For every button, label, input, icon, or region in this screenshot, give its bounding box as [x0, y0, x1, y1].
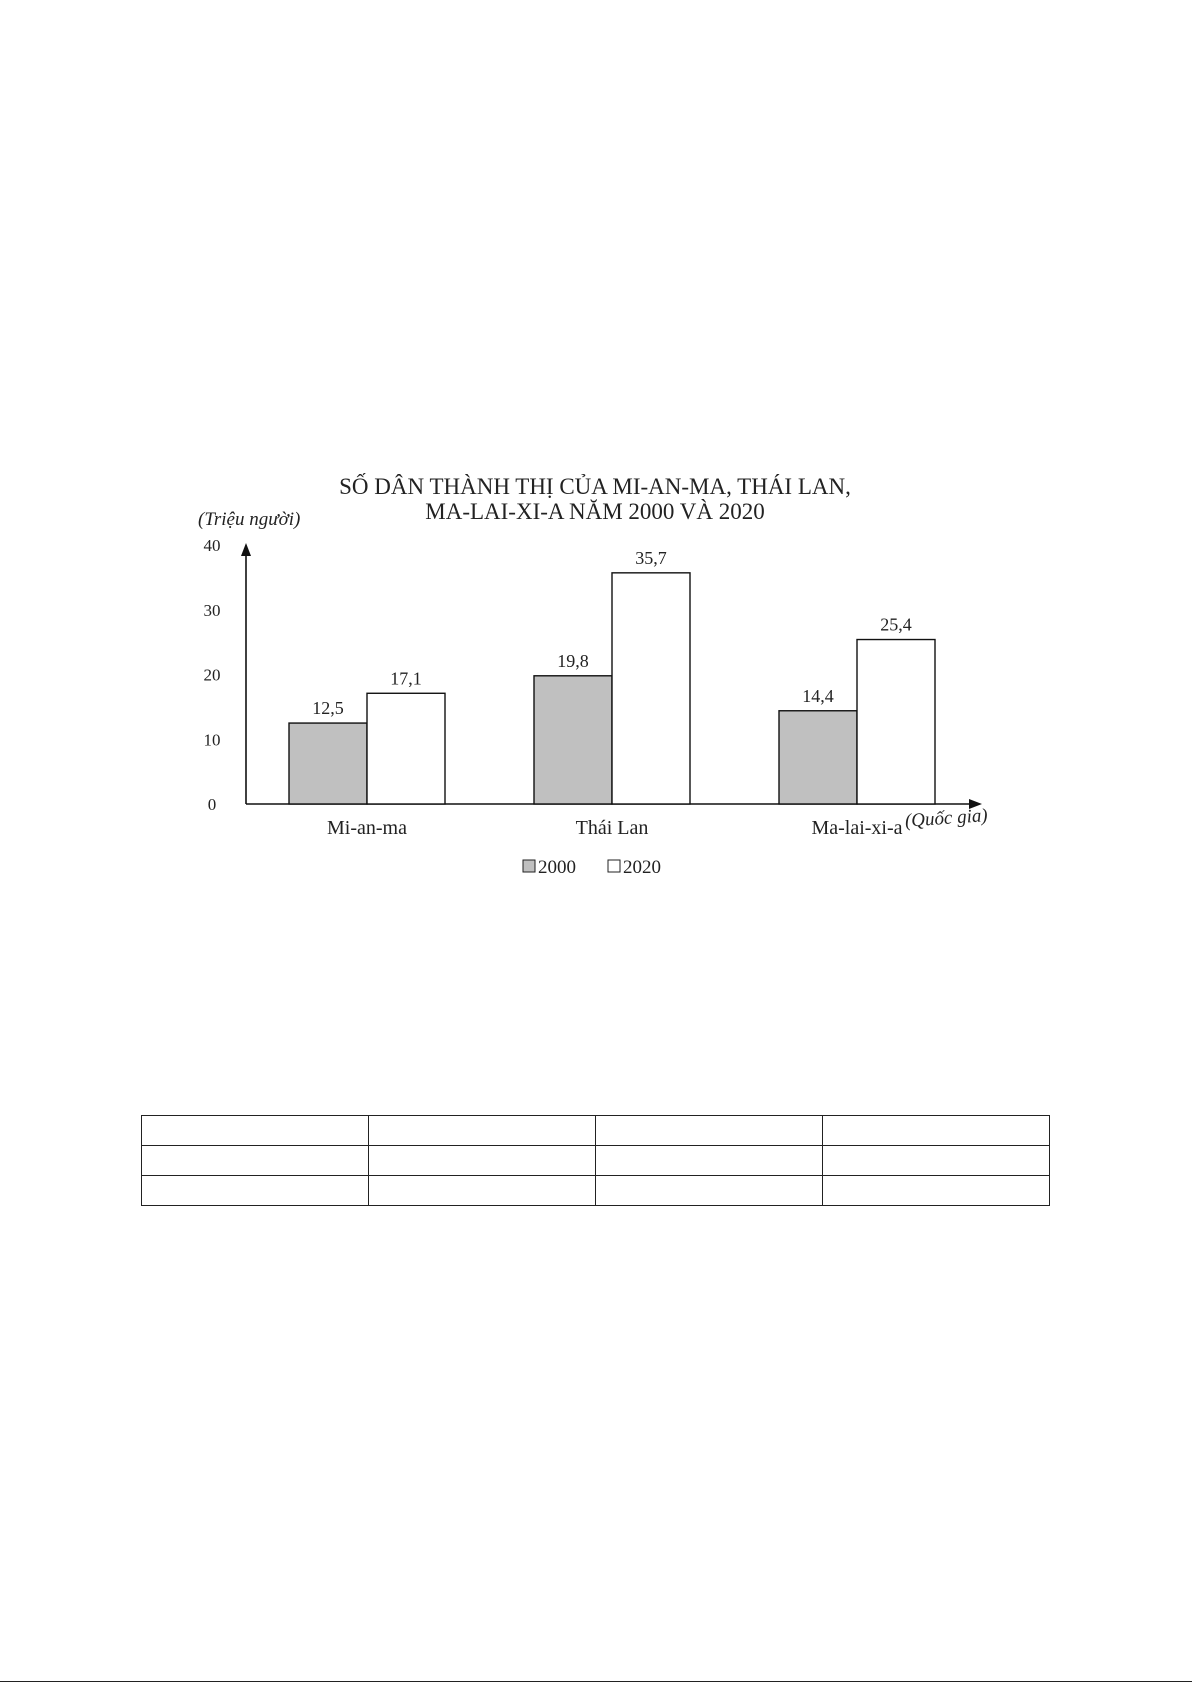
bar-mi-an-ma-2020: [367, 693, 445, 804]
legend-label-2000: 2000: [538, 857, 576, 878]
page-bottom-rule: [0, 1681, 1192, 1682]
legend-swatch-2020: [608, 860, 620, 872]
bar-thai-lan-2020: [612, 573, 690, 804]
category-label-ma-lai-xi-a: Ma-lai-xi-a: [811, 817, 903, 839]
bar-marks: [289, 573, 935, 804]
table-cell: [369, 1176, 596, 1206]
chart-title-line-1: SỐ DÂN THÀNH THỊ CỦA MI-AN-MA, THÁI LAN,: [339, 474, 851, 499]
legend-label-2020: 2020: [623, 857, 661, 878]
x-axis-unit-label: (Quốc gia): [904, 805, 989, 832]
table-row: [142, 1116, 1050, 1146]
table-cell: [142, 1116, 369, 1146]
legend: [523, 857, 661, 878]
y-tick-label-20: 20: [203, 665, 221, 685]
category-labels: [327, 817, 903, 839]
bar-ma-lai-xi-a-2020: [857, 640, 935, 804]
table-cell: [823, 1176, 1050, 1206]
bar-mi-an-ma-2000: [289, 723, 367, 804]
y-tick-label-30: 30: [203, 600, 221, 620]
table-cell: [823, 1116, 1050, 1146]
data-label-mi-an-ma-2000: 12,5: [312, 698, 344, 719]
category-label-thai-lan: Thái Lan: [575, 817, 649, 839]
table-cell: [369, 1146, 596, 1176]
table-row: [142, 1176, 1050, 1206]
table-cell: [142, 1176, 369, 1206]
data-label-ma-lai-xi-a-2000: 14,4: [802, 685, 834, 706]
table-cell: [596, 1176, 823, 1206]
table-row: [142, 1146, 1050, 1176]
bar-thai-lan-2000: [534, 676, 612, 804]
y-tick-label-10: 10: [203, 730, 221, 750]
empty-answer-table: [141, 1115, 1050, 1206]
data-label-thai-lan-2020: 35,7: [635, 547, 667, 568]
y-tick-label-0: 0: [207, 795, 217, 814]
data-label-mi-an-ma-2020: 17,1: [390, 668, 422, 689]
category-label-mi-an-ma: Mi-an-ma: [327, 817, 407, 839]
chart-title-line-2: MA-LAI-XI-A NĂM 2000 VÀ 2020: [425, 499, 765, 524]
y-axis-unit-label: (Triệu người): [198, 509, 301, 530]
data-label-ma-lai-xi-a-2020: 25,4: [880, 614, 912, 635]
bar-ma-lai-xi-a-2000: [779, 711, 857, 804]
y-tick-labels: [204, 536, 221, 814]
table-cell: [596, 1146, 823, 1176]
legend-swatch-2000: [523, 860, 535, 872]
y-axis-arrow: [241, 543, 251, 556]
table-cell: [596, 1116, 823, 1146]
y-tick-label-40: 40: [203, 536, 221, 555]
table-cell: [823, 1146, 1050, 1176]
table-cell: [142, 1146, 369, 1176]
table-cell: [369, 1116, 596, 1146]
data-label-thai-lan-2000: 19,8: [557, 650, 589, 671]
